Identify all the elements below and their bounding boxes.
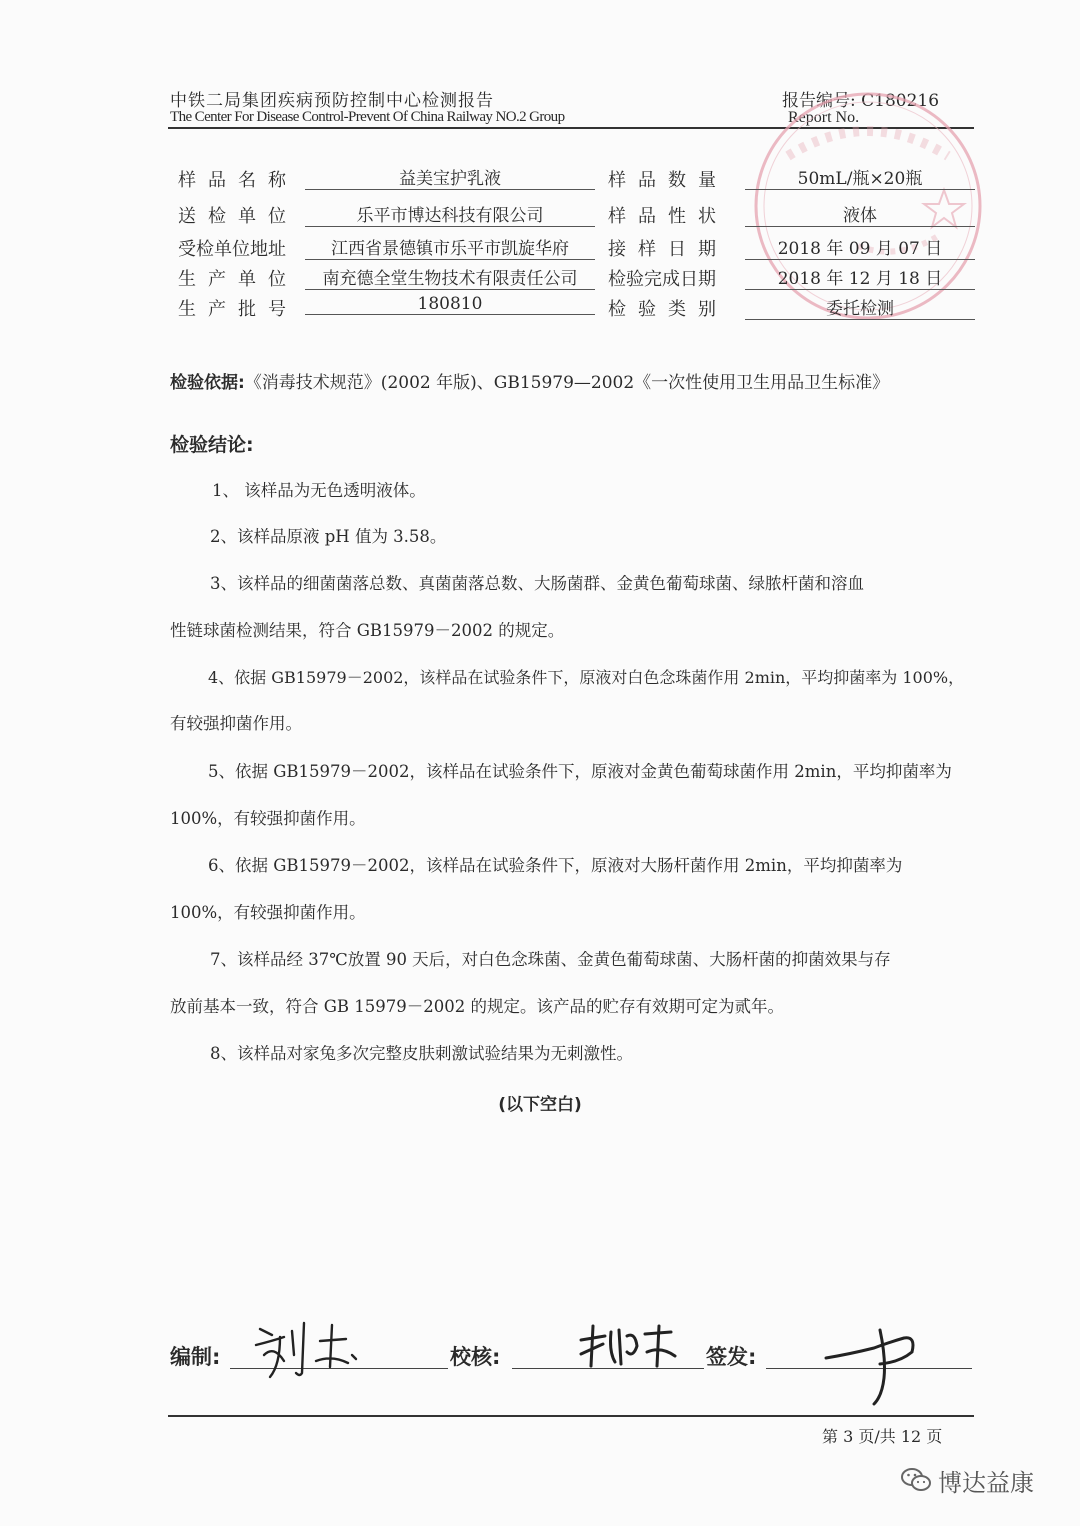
sample-name-value: 益美宝护乳液	[305, 164, 595, 190]
complete-date-label: 检验完成日期	[608, 269, 716, 290]
sample-name-label: 样品名称	[178, 170, 298, 191]
conclusion-item-5-line1: 5、依据 GB15979－2002，该样品在试验条件下，原液对金黄色葡萄球菌作用 2min，平均抑菌率为	[208, 762, 952, 781]
conclusion-item-8: 8、该样品对家兔多次完整皮肤刺激试验结果为无刺激性。	[210, 1044, 633, 1063]
conclusion-item-7-line2: 放前基本一致，符合 GB 15979－2002 的规定。该产品的贮存有效期可定为贰年。	[170, 997, 785, 1016]
sample-property-value: 液体	[745, 201, 975, 227]
wechat-icon	[900, 1466, 932, 1494]
report-title-cn: 中铁二局集团疾病预防控制中心检测报告	[170, 91, 494, 111]
sample-property-label: 样品性状	[608, 206, 728, 227]
compiler-signature	[250, 1315, 360, 1385]
conclusion-item-5-line2: 100%，有较强抑菌作用。	[170, 809, 366, 828]
batch-value: 180810	[305, 294, 595, 315]
receive-date-label: 接样日期	[608, 239, 728, 260]
sample-quantity-label: 样品数量	[608, 170, 728, 191]
checker-signature	[575, 1322, 685, 1372]
issuer-label: 签发:	[706, 1345, 757, 1369]
category-label: 检验类别	[608, 299, 728, 320]
conclusion-item-3-line1: 3、该样品的细菌菌落总数、真菌菌落总数、大肠菌群、金黄色葡萄球菌、绿脓杆菌和溶血	[210, 574, 864, 593]
conclusion-item-6-line1: 6、依据 GB15979－2002，该样品在试验条件下，原液对大肠杆菌作用 2min，平均抑菌率为	[208, 856, 903, 875]
conclusion-item-4-line2: 有较强抑菌作用。	[170, 714, 302, 733]
report-title-en: The Center For Disease Control-Prevent Of China Railway NO.2 Group	[170, 109, 565, 125]
sample-quantity-value: 50mL/瓶×20瓶	[745, 164, 975, 190]
conclusion-item-2: 2、该样品原液 pH 值为 3.58。	[210, 527, 447, 546]
conclusion-item-3-line2: 性链球菌检测结果，符合 GB15979－2002 的规定。	[170, 621, 565, 640]
conclusion-title: 检验结论:	[170, 434, 254, 456]
inspection-basis	[170, 368, 889, 393]
watermark-text: 博达益康	[938, 1469, 1034, 1497]
address-label: 受检单位地址	[178, 239, 286, 260]
inspection-basis-label: 检验依据:	[170, 373, 245, 393]
conclusion-item-7-line1: 7、该样品经 37℃放置 90 天后，对白色念珠菌、金黄色葡萄球菌、大肠杆菌的抑菌效果与存	[210, 950, 891, 969]
checker-label: 校核:	[450, 1345, 501, 1369]
producer-value: 南充德全堂生物技术有限责任公司	[305, 264, 595, 290]
blank-below-note: (以下空白)	[498, 1095, 582, 1115]
sender-label: 送检单位	[178, 206, 298, 227]
address-value: 江西省景德镇市乐平市凯旋华府	[305, 234, 595, 260]
inspection-basis-text: 《消毒技术规范》(2002 年版)、GB15979—2002《一次性使用卫生用品卫生标准》	[244, 373, 890, 393]
category-value: 委托检测	[745, 294, 975, 320]
conclusion-item-4-line1: 4、依据 GB15979－2002，该样品在试验条件下，原液对白色念珠菌作用 2min，平均抑菌率为 100%，	[208, 668, 965, 687]
page-number: 第 3 页/共 12 页	[822, 1427, 943, 1446]
report-number-en-label: Report No.	[788, 109, 860, 126]
report-number-label: 报告编号:	[782, 91, 856, 111]
receive-date-value: 2018 年 09 月 07 日	[745, 234, 975, 260]
conclusion-item-6-line2: 100%，有较强抑菌作用。	[170, 903, 366, 922]
batch-label: 生产批号	[178, 299, 298, 320]
conclusion-item-1: 1、 该样品为无色透明液体。	[212, 481, 426, 500]
footer-divider	[168, 1415, 974, 1417]
producer-label: 生产单位	[178, 269, 298, 290]
sender-value: 乐平市博达科技有限公司	[305, 201, 595, 227]
compiler-label: 编制:	[170, 1345, 221, 1369]
complete-date-value: 2018 年 12 月 18 日	[745, 264, 975, 290]
issuer-signature	[820, 1318, 920, 1408]
report-number-value: C180216	[861, 91, 940, 111]
